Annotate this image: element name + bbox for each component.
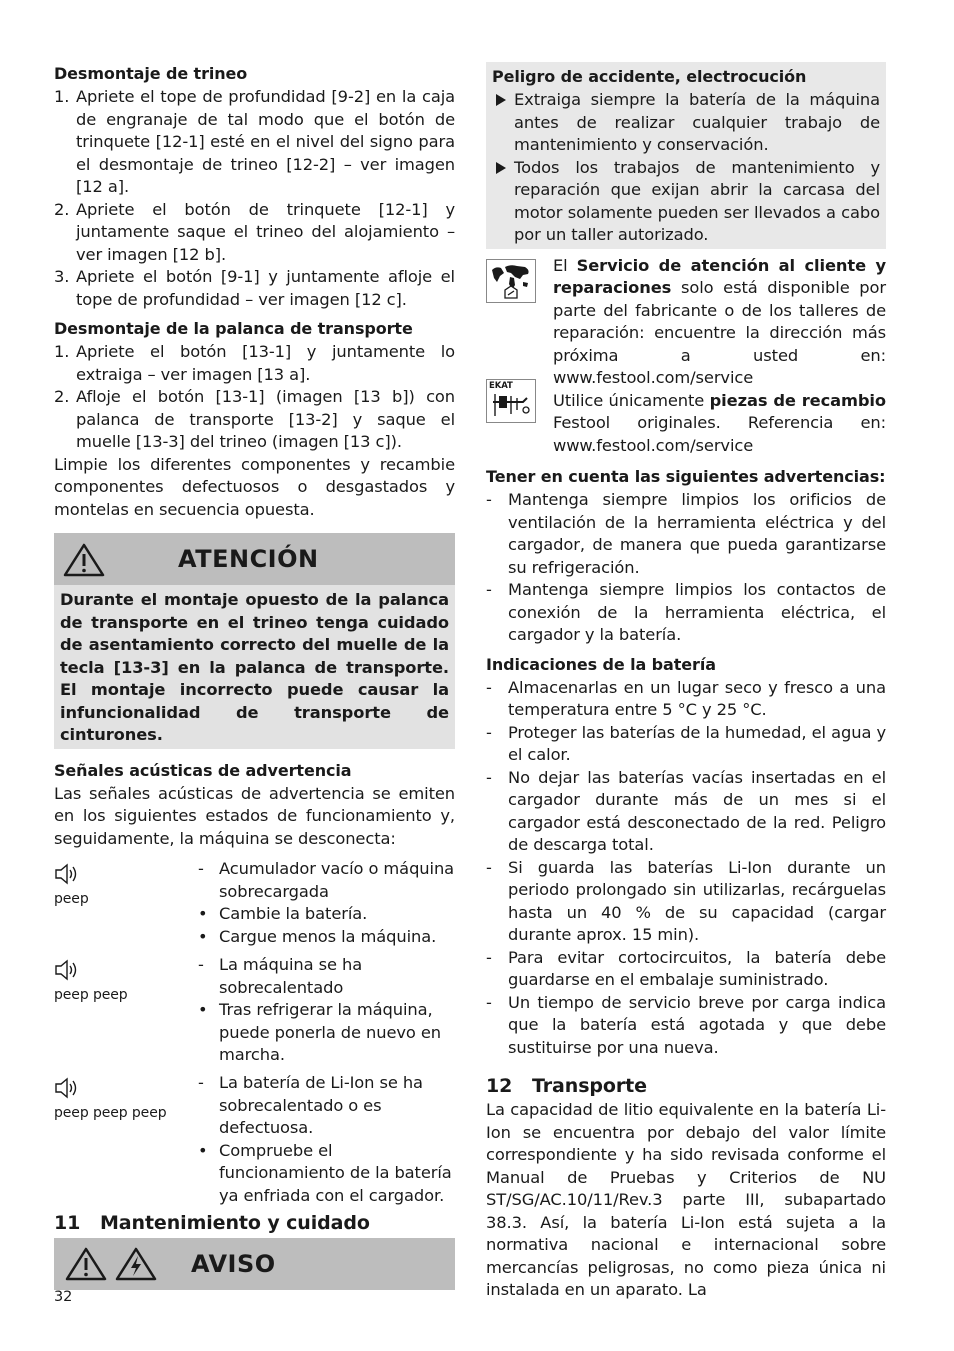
beep-items	[198, 1072, 455, 1207]
beep-items	[198, 954, 455, 1067]
list-item: 2. Apriete el botón de trinquete [12-1] y juntamente saque el trineo del alojamiento – ver imagen [12 b].	[54, 199, 455, 264]
atencion-body: Durante el montaje opuesto de la palanca de transporte en el trineo tenga cuidado de asentamiento correcto del muelle de la tecla [13-3] en la palanca de transporte. El montaje incorrecto puede causar la infuncionalidad de transporte de cinturones.	[60, 590, 449, 744]
beep-items	[198, 858, 455, 948]
list-item: - Acumulador vacío o máquina sobrecargada	[198, 859, 455, 901]
ekat-spare-parts-icon: EKAT	[486, 379, 536, 423]
list-item: - Para evitar cortocircuitos, la batería debe guardarse en el embalaje suministrado.	[486, 947, 886, 989]
limpie-paragraph: Limpie los diferentes componentes y recambie componentes defectuosos o desgastados y montelas en secuencia opuesta.	[54, 454, 455, 519]
speaker-icon	[54, 958, 80, 982]
beep-label: peep peep	[54, 987, 128, 1003]
servicio-block	[486, 255, 886, 390]
beep-row-2	[54, 954, 455, 1072]
peligro-box	[486, 62, 886, 249]
list-item: • Cambie la batería.	[198, 904, 368, 923]
transporte-paragraph: La capacidad de litio equivalente en la batería Li-Ion se encuentra por debajo del valor límite correspondiente y ha sido revisada conforme el Manual de Pruebas y Criterios de NU ST/SG/AC.10/11/Rev.3 parte III, subapartado 38.3. Así, la batería Li-Ion está sujeta a la normativa nacional e internacional sobre mercancías peligrosas, no como pieza única ni instalada en un aparato. La	[486, 1100, 886, 1299]
beep-label: peep peep peep	[54, 1105, 167, 1121]
list-item: 1. Apriete el botón [13-1] y juntamente lo extraiga – ver imagen [13 a].	[54, 342, 455, 384]
arrow-bullet-icon	[496, 162, 506, 174]
right-column	[486, 62, 886, 1302]
list-item: - Un tiempo de servicio breve por carga indica que la batería está agotada y que debe sustituirse por una nueva.	[486, 992, 886, 1057]
left-column	[54, 62, 455, 1290]
list-item: - Almacenarlas en un lugar seco y fresco a una temperatura entre 5 °C y 25 °C.	[486, 677, 886, 719]
atencion-header	[54, 533, 455, 585]
atencion-box	[54, 533, 455, 749]
list-item: - Mantenga siempre limpios los contactos de conexión de la herramienta eléctrica, el cargador y la batería.	[486, 580, 886, 644]
list-item: - La batería de Li-Ion se ha sobrecalentado o es defectuosa.	[198, 1073, 423, 1137]
page-number: 32	[54, 1289, 73, 1305]
section-11-heading: 11 Mantenimiento y cuidado	[54, 1212, 370, 1234]
world-map-service-icon	[486, 259, 536, 303]
atencion-title: ATENCIÓN	[178, 545, 319, 573]
recambio-paragraph: Utilice únicamente piezas de recambio Festool originales. Referencia en: www.festool.com/service	[553, 390, 886, 455]
list-item: Extraiga siempre la batería de la máquina antes de realizar cualquier trabajo de mantenimiento y conservación.	[492, 89, 880, 157]
speaker-icon	[54, 862, 80, 886]
heading-senales: Señales acústicas de advertencia	[54, 760, 352, 780]
heading-advertencias: Tener en cuenta las siguientes advertencias:	[486, 467, 886, 486]
list-item: • Compruebe el funcionamiento de la batería ya enfriada con el cargador.	[198, 1140, 452, 1205]
aviso-title: AVISO	[191, 1250, 276, 1278]
list-item: • Tras refrigerar la máquina, puede ponerla de nuevo en marcha.	[198, 1000, 441, 1064]
list-item: • Cargue menos la máquina.	[198, 926, 437, 946]
list-item: 2. Afloje el botón [13-1] (imagen [13 b]) con palanca de transporte [13-2] y saque el muelle [13-3] del trineo (imagen [13 c]).	[54, 387, 455, 451]
section-12-heading: 12 Transporte	[486, 1075, 647, 1097]
list-item: Todos los trabajos de mantenimiento y reparación que exijan abrir la carcasa del motor solamente pueden ser llevados a cabo por un taller autorizado.	[492, 157, 880, 247]
list-item: 3. Apriete el botón [9-1] y juntamente afloje el tope de profundidad – ver imagen [12 c].	[54, 267, 455, 309]
list-item: 1. Apriete el tope de profundidad [9-2] en la caja de engranaje de tal modo que el botón de trinquete [12-1] esté en el nivel del signo para el desmontaje de trineo [12-2] – ver imagen [12 a].	[54, 87, 455, 196]
heading-bateria: Indicaciones de la batería	[486, 654, 716, 674]
arrow-bullet-icon	[496, 94, 506, 106]
electric-hazard-icon	[114, 1246, 158, 1282]
list-item: - Si guarda las baterías Li-Ion durante un periodo prolongado sin utilizarlas, recárguelas hasta un 40 % de su capacidad (cargar durante aprox. 15 min).	[486, 857, 886, 944]
heading-desmontaje-trineo: Desmontaje de trineo	[54, 64, 248, 83]
palanca-steps	[54, 341, 455, 454]
trineo-steps	[54, 86, 455, 311]
beep-row-3	[54, 1072, 455, 1210]
beep-row-1	[54, 858, 455, 954]
list-item: - La máquina se ha sobrecalentado	[198, 955, 363, 997]
beep-label: peep	[54, 891, 89, 907]
speaker-icon	[54, 1076, 80, 1100]
warning-triangle-icon	[62, 542, 106, 578]
heading-desmontaje-palanca: Desmontaje de la palanca de transporte	[54, 319, 413, 338]
list-item: - No dejar las baterías vacías insertadas en el cargador durante más de un mes si el cargador está desconectado de la red. Peligro de descarga total.	[486, 767, 886, 854]
heading-peligro: Peligro de accidente, electrocución	[492, 67, 807, 86]
list-item: - Proteger las baterías de la humedad, el agua y el calor.	[486, 722, 886, 764]
warning-triangle-icon	[64, 1246, 108, 1282]
senales-paragraph: Las señales acústicas de advertencia se emiten en los siguientes estados de funcionamiento y, seguidamente, la máquina se desconecta:	[54, 783, 455, 848]
aviso-box	[54, 1238, 455, 1290]
servicio-paragraph: El Servicio de atención al cliente y reparaciones solo está disponible por parte del fabricante o de los talleres de reparación: encuentre la dirección más próxima a usted en: www.festool.com/service	[553, 255, 887, 387]
list-item: - Mantenga siempre limpios los orificios de ventilación de la herramienta eléctrica y del cargador, de manera que pueda garantizarse su refrigeración.	[486, 490, 886, 577]
